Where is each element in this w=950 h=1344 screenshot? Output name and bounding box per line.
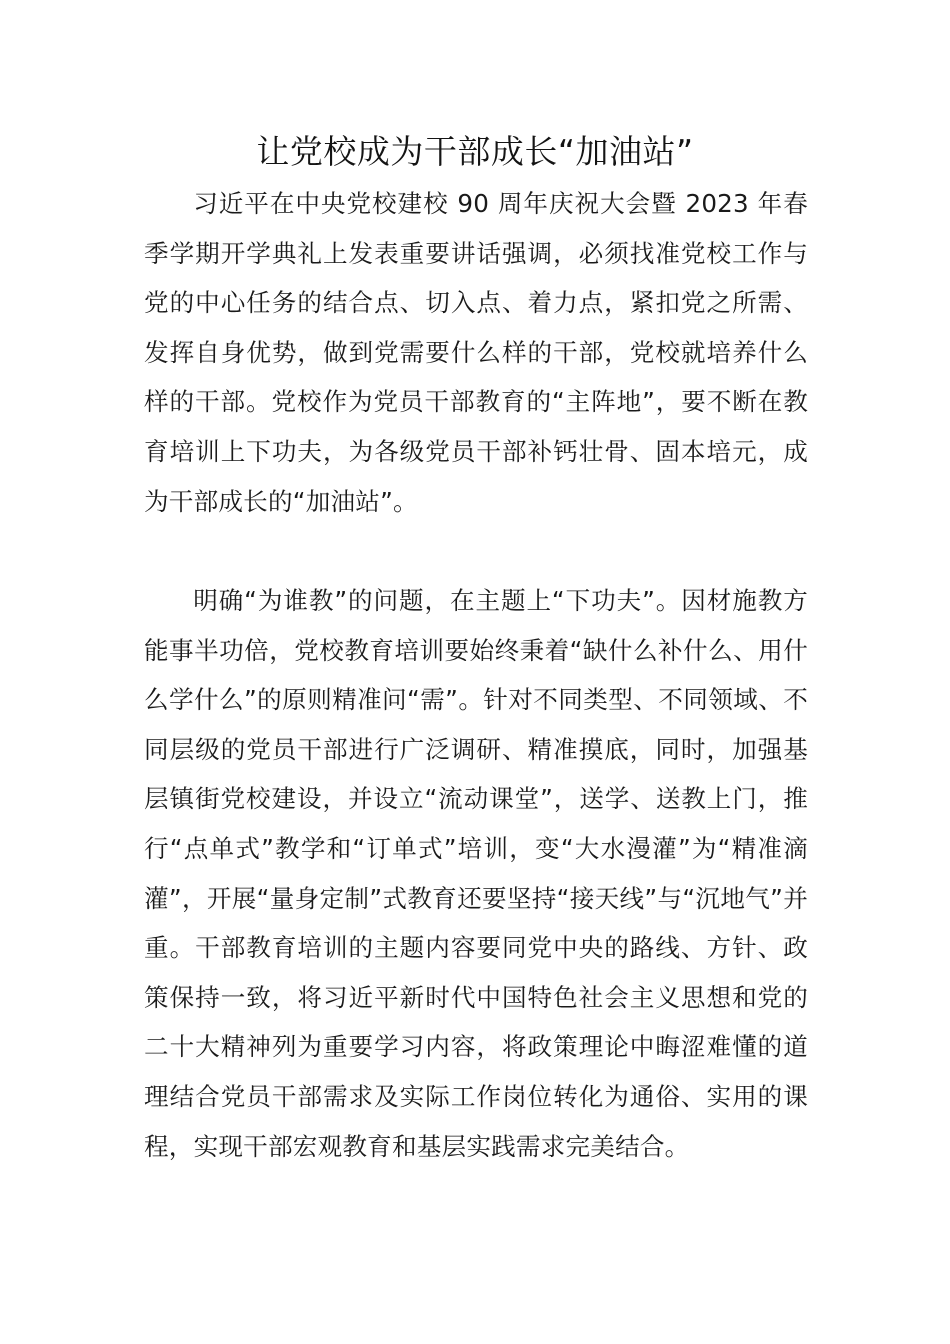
paragraph-intro: 习近平在中央党校建校 90 周年庆祝大会暨 2023 年春季学期开学典礼上发表重要讲话强调，必须找准党校工作与党的中心任务的结合点、切入点、着力点，紧扣党之所需、发挥自身优势，做到党需要什么样的干部，党校就培养什么样的干部。党校作为党员干部教育的“主阵地”，要不断在教育培训上下功夫，为各级党员干部补钙壮骨、固本培元，成为干部成长的“加油站”。 xyxy=(144,189,808,516)
document-title: 让党校成为干部成长“加油站” xyxy=(256,132,694,171)
paragraph-section-1: 明确“为谁教”的问题，在主题上“下功夫”。因材施教方能事半功倍，党校教育培训要始终秉着“缺什么补什么、用什么学什么”的原则精准问“需”。针对不同类型、不同领域、不同层级的党员干部进行广泛调研、精准摸底，同时，加强基层镇街党校建设，并设立“流动课堂”，送学、送教上门，推行“点单式”教学和“订单式”培训，变“大水漫灌”为“精准滴灌”，开展“量身定制”式教育还要坚持“接天线”与“沉地气”并重。干部教育培训的主题内容要同党中央的路线、方针、政策保持一致，将习近平新时代中国特色社会主义思想和党的二十大精神列为重要学习内容，将政策理论中晦涩难懂的道理结合党员干部需求及实际工作岗位转化为通俗、实用的课程，实现干部宏观教育和基层实践需求完美结合。 xyxy=(144,586,808,1161)
